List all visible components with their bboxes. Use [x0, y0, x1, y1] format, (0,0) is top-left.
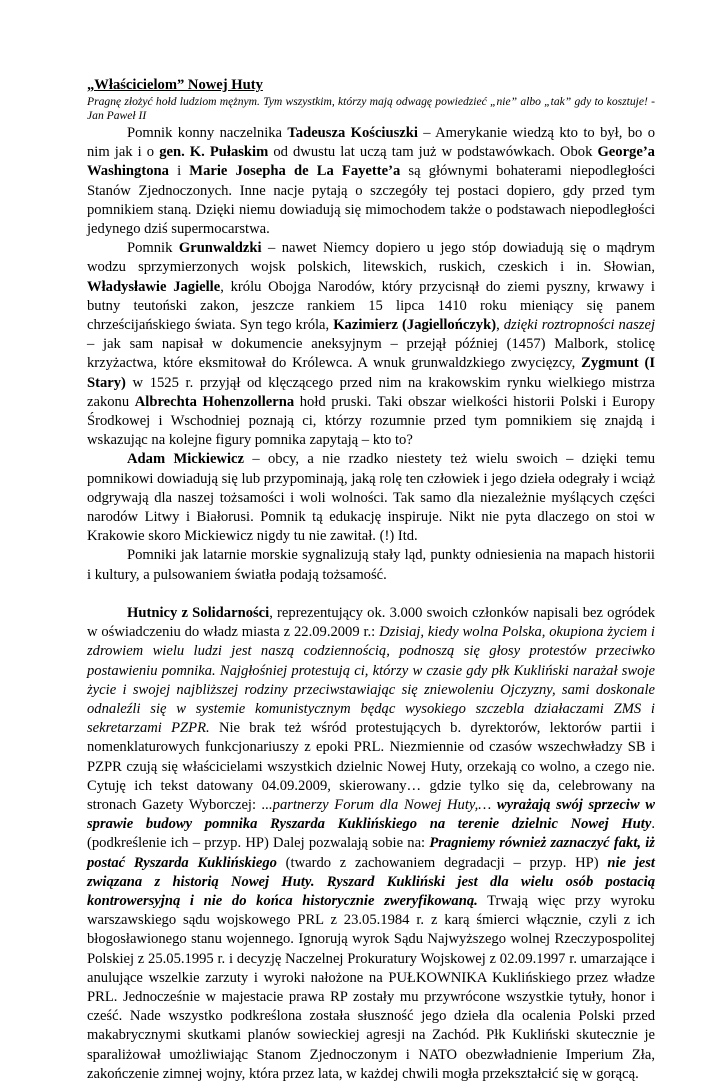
- bold-text: Kazimierz (Jagiellończyk): [333, 317, 497, 334]
- paragraph-mickiewicz: [87, 450, 655, 546]
- body-text: – Amerykanie wiedzą kto to był, bo o nim jak i o: [87, 125, 655, 161]
- bold-italic-text: wyrażają swój sprzeciw w sprawie budowy pomnika Ryszarda Kuklińskiego na terenie dzielnic Nowej Huty: [87, 796, 656, 833]
- paragraph-gap: [87, 585, 655, 604]
- body-text: Pomnik konny naczelnika: [127, 125, 288, 142]
- body-text: od dwustu lat uczą tam już w podstawówkach. Obok: [268, 144, 598, 161]
- body-text: Nie brak też wśród protestujących b. dyrektorów, lektorów partii i nomenklaturowych funkcjonariuszy z epoki PRL. Niezmiennie od czasów wszechwładzy SB i PZPR czują się właścicielami wszystkich dzielnic Nowej Huty, orzekają co wolno, a czego nie. Cytuję ich tekst datowany 04.09.2009, skierowany… gdzie tylko się da, celebrowany na stronach Gazety Wyborczej:: [87, 720, 655, 813]
- bold-text: Adam Mickiewicz: [127, 451, 244, 468]
- paragraph-hutnicy: [87, 604, 655, 1084]
- paragraph-kosciuszko: [87, 124, 655, 239]
- document-page: [87, 76, 655, 1084]
- bold-text: Grunwaldzki: [178, 240, 262, 257]
- body-text: – jak sam napisał w dokumencie aneksyjnym – przejął później (1457) Malbork, stolicę krzyżactwa, które eksmitował do Królewca. A wnuk grunwaldzkiego zwycięzcy,: [87, 336, 655, 372]
- italic-text: dzięki roztropności naszej: [503, 317, 656, 334]
- paragraph-grunwald: [87, 239, 655, 450]
- body-text: , królu Obojga Narodów, który przycisnął do ziemi pyszny, krwawy i butny teutoński zakon, jeszcze rankiem 15 lipca 1410 roku mieniący się panem chrześcijańskiego świata. Syn tego króla,: [87, 278, 655, 334]
- body-text: Trwają więc przy wyroku warszawskiego sądu wojskowego PRL z 23.05.1984 r. z karą śmierci włącznie, czyli z ich błogosławionego stanu wojennego. Ignorują wyrok Sądu Najwyższego wolnej Rzeczypospolitej Polskiej z 25.05.1995 r. i decyzję Naczelnej Prokuratury Wojskowej z 02.09.1997 r. umarzające i anulujące wszelkie zarzuty i wyroki nałożone na PUŁKOWNIKA Kuklińskiego przez władze PRL. Jednocześnie w majestacie prawa RP zostały mu przywrócone wszystkie tytuły, honor i cześć. Nade wszystko podkreślona została słuszność jego dzieła dla ocalenia Polski przed makabrycznymi skutkami planów sowieckiej agresji na Zachód. Płk Kukliński skutecznie je sparaliżował umożliwiając Stanom Zjednoczonym i NATO obezwładnienie Imperium Zła, zakończenie zimnej wojny, która przez lata, w każdej chwili mogła przekształcić się w gorącą.: [87, 892, 655, 1082]
- body-text: (twardo z zachowaniem degradacji – przyp. HP): [276, 854, 608, 871]
- body-text: ,: [496, 317, 504, 334]
- bold-italic-text: Pragniemy również zaznaczyć fakt, iż postać Ryszarda Kuklińskiego: [87, 835, 655, 871]
- motto-quote: Pragnę złożyć hołd ludziom mężnym. Tym wszystkim, którzy mają odwagę powiedzieć „nie” albo „tak” gdy to kosztuje! - Jan Paweł II: [87, 95, 655, 122]
- bold-text: Hutnicy z Solidarności: [127, 604, 270, 621]
- body-text: – obcy, a nie rzadko niestety też wielu swoich – dzięki temu pomnikowi dowiadują się lub przypominają, jaką rolę ten człowiek i jego dzieła odegrały i wciąż odgrywają dla naszej tożsamości i woli wolności. Tak samo dla niezależnie myślących części narodów Litwy i Białorusi. Pomnik tą edukację inspiruje. Nikt nie pyta dlaczego on stoi w Krakowie skoro Mickiewicz nigdy tu nie zawitał. (!) Itd.: [87, 451, 655, 545]
- italic-text: ...partnerzy Forum dla Nowej Huty,…: [261, 796, 497, 813]
- body-text: hołd pruski. Taki obszar wielkości historii Polski i Europy Środkowej i Wschodniej poznają ci, którzy rozumnie przed tym pomnikiem się znajdą i wskazując na kolejne figury pomnika zapytają – kto to?: [87, 393, 655, 449]
- body-text: Pomnik: [127, 240, 179, 257]
- bold-italic-text: nie jest związana z historią Nowej Huty. Ryszard Kukliński jest dla wielu osób postacią kontrowersyjną i nie do końca historycznie zweryfikowaną.: [87, 854, 655, 909]
- body-text: – nawet Niemcy dopiero u jego stóp dowiadują się o mądrym wodzu sprzymierzonych wojsk polskich, litewskich, ruskich, czeskich i in. Słowian,: [87, 240, 655, 276]
- body-text: w 1525 r. przyjął od klęczącego przed nim na krakowskim rynku wielkiego mistrza zakonu: [87, 374, 655, 410]
- body-text: Pomniki jak latarnie morskie sygnalizują stały ląd, punkty odniesienia na mapach historii i kultury, a pulsowaniem światła podają tożsamość.: [87, 547, 655, 583]
- italic-text: Dzisiaj, kiedy wolna Polska, okupiona życiem i zdrowiem wielu ludzi jest naszą codziennością, podnoszą się głosy protestów przeciwko postawieniu pomnika. Najgłośniej protestują ci, którzy w czasie gdy płk Kukliński narażał swoje życie i swojej najbliższej rodziny przeciwstawiając się zniewoleniu Ojczyzny, sami doskonale odnaleźli się w systemie komunistycznym będąc wysokiego szczebla działaczami ZMS i sekretarzami PZPR.: [87, 624, 655, 737]
- paragraph-lighthouses: [87, 546, 655, 584]
- body-text: . (podkreślenie ich – przyp. HP) Dalej pozwalają sobie na:: [87, 816, 655, 852]
- bold-text: Władysławie Jagielle: [87, 278, 221, 295]
- body-text: , reprezentujący ok. 3.000 swoich członków napisali bez ogródek w oświadczeniu do władz miasta z 22.09.2009 r.:: [87, 604, 655, 641]
- bold-text: Albrechta Hohenzollerna: [134, 393, 295, 410]
- article-title: „Właścicielom” Nowej Huty: [87, 77, 263, 93]
- body-text: i: [168, 163, 190, 180]
- bold-text: Marie Josepha de La Fayette’a: [189, 163, 401, 180]
- bold-text: George’a Washingtona: [87, 144, 655, 180]
- body-text: są głównymi bohaterami niepodległości Stanów Zjednoczonych. Inne nacje pytają o szczegóły tej postaci dopiero, gdy przed tym pomnikiem staną. Dzięki niemu dowiadują się mimochodem także o podstawach niepodległości jedynego dziś supermocarstwa.: [87, 163, 655, 238]
- bold-text: gen. K. Pułaskim: [159, 144, 269, 161]
- bold-text: Zygmunt (I Stary): [87, 355, 656, 391]
- bold-text: Tadeusza Kościuszki: [287, 125, 418, 142]
